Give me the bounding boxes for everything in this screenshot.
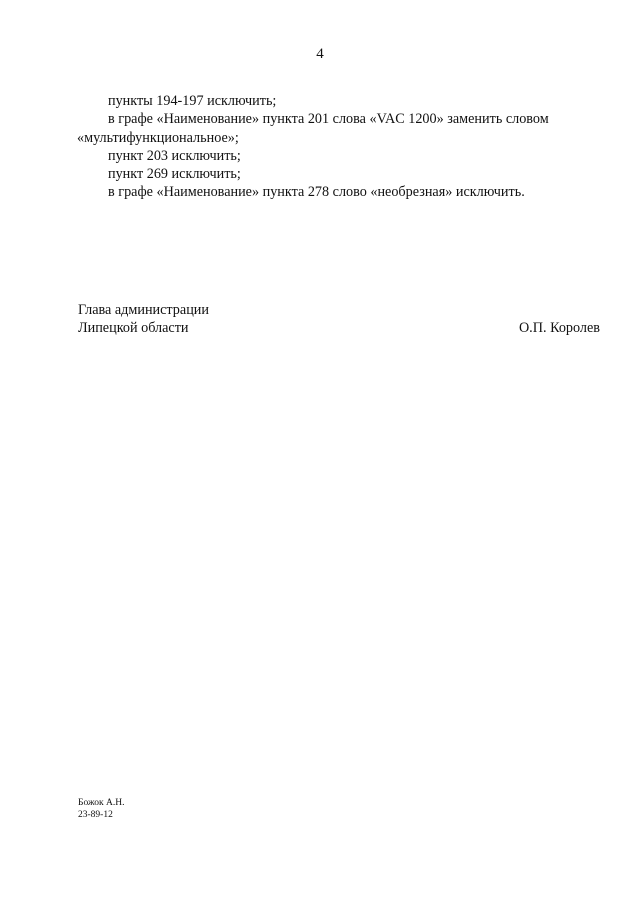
executor-phone: 23-89-12: [78, 809, 113, 820]
paragraph: в графе «Наименование» пункта 278 слово «необрезная» исключить.: [108, 184, 525, 201]
paragraph: в графе «Наименование» пункта 201 слова «VAC 1200» заменить словом «мультифункциональное»;: [77, 111, 549, 146]
signature-line: [78, 319, 600, 337]
signer-name: О.П. Королев: [518, 320, 600, 337]
signer-position-line1: Глава администрации: [78, 302, 209, 318]
paragraph: пункты 194-197 исключить;: [108, 93, 277, 109]
paragraph: пункт 269 исключить;: [108, 166, 241, 183]
signer-position-line2: Липецкой области: [78, 320, 189, 337]
executor-name: Божок А.Н.: [78, 798, 125, 808]
signature-block: [78, 301, 600, 338]
page-number: 4: [316, 46, 324, 62]
executor-block: [78, 798, 125, 821]
amendment-text: [77, 92, 602, 202]
paragraph: пункт 203 исключить;: [108, 147, 241, 164]
